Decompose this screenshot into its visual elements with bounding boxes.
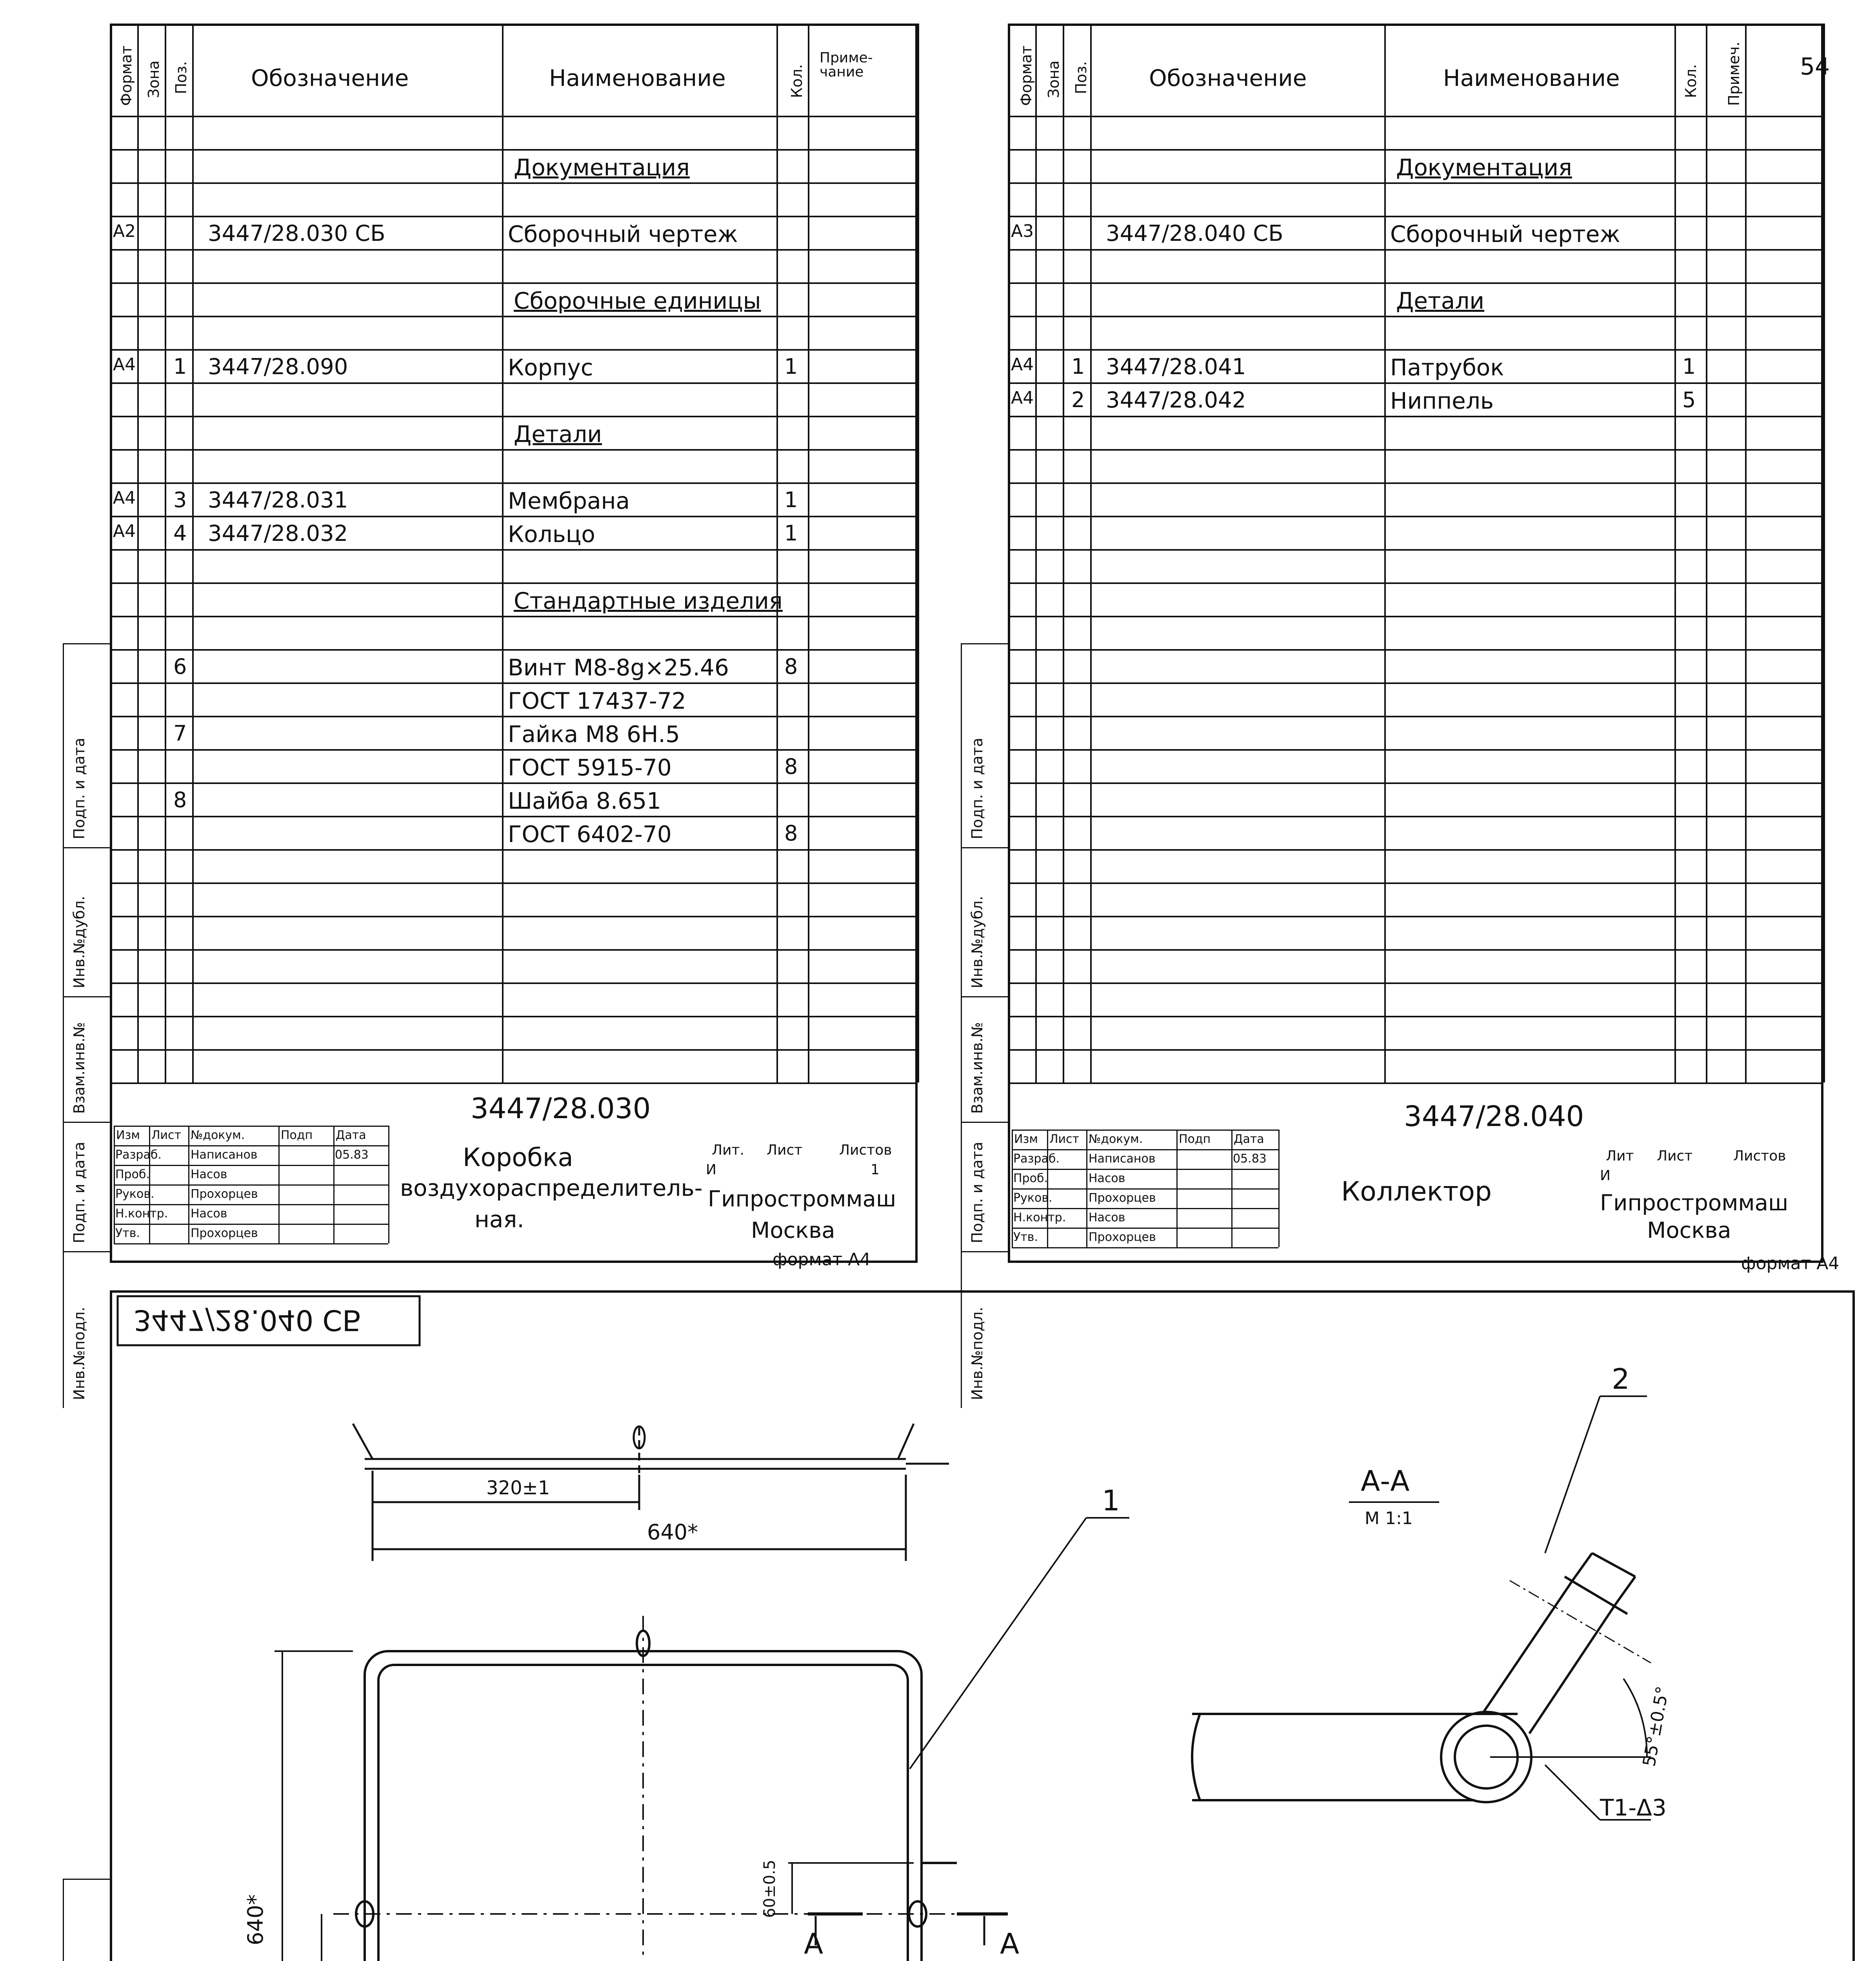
stamp-col	[388, 1126, 389, 1243]
spec-qty: 8	[784, 821, 798, 846]
spec-designation: 3447/28.030 СБ	[208, 221, 385, 246]
side-label: Подп. и дата	[71, 738, 88, 839]
side-label: Взам.инв.№	[969, 1022, 986, 1114]
stamp-name: Насов	[191, 1207, 227, 1221]
stamp-role: Утв.	[1013, 1230, 1038, 1244]
stamp-row	[114, 1126, 388, 1127]
grid-row	[1008, 516, 1823, 517]
side-border	[63, 1879, 64, 1961]
mirrored-code: 3447/28.040 СБ	[133, 1304, 362, 1337]
stamp-col	[114, 1126, 115, 1243]
right-stamp-org1: Гипростроммаш	[1600, 1190, 1789, 1216]
angle-label: 55°±0.5°	[1639, 1684, 1673, 1768]
grid-row	[110, 349, 918, 351]
spec-name: Ниппель	[1390, 387, 1494, 414]
side-divider	[961, 996, 1008, 997]
grid-row	[1008, 782, 1823, 784]
stamp-name: Прохорцев	[191, 1226, 258, 1240]
spec-name: Шайба 8.651	[508, 788, 662, 814]
stamp-name: Насов	[191, 1168, 227, 1181]
side-label: Подп. и дата	[969, 738, 986, 839]
stamp-name: Прохорцев	[1089, 1191, 1156, 1205]
right-hdr-note: Примеч.	[1725, 42, 1743, 106]
right-hdr-designation: Обозначение	[1149, 65, 1307, 91]
grid-col	[1823, 24, 1825, 1082]
spec-qty: 1	[784, 488, 798, 512]
spec-designation: 3447/28.042	[1106, 387, 1246, 413]
spec-pos: 7	[173, 721, 187, 746]
stamp-name: Написанов	[1089, 1152, 1156, 1166]
stamp-header: Лист	[151, 1128, 182, 1142]
left-stamp-title-1: Коробка	[463, 1143, 573, 1172]
grid-row	[1008, 316, 1823, 317]
grid-row	[1008, 982, 1823, 984]
side-label: Взам.инв.№	[71, 1022, 88, 1114]
grid-row	[110, 149, 918, 151]
side-divider	[961, 847, 1008, 848]
grid-row	[1008, 382, 1823, 384]
grid-row	[110, 649, 918, 651]
grid-row	[110, 1016, 918, 1017]
grid-row	[1008, 916, 1823, 917]
grid-row	[110, 249, 918, 251]
spec-pos: 1	[1071, 354, 1085, 379]
grid-row	[1008, 282, 1823, 284]
left-stamp-sheet: Лист	[767, 1142, 803, 1158]
left-stamp-sheets-val: 1	[871, 1162, 880, 1178]
grid-row	[1008, 682, 1823, 684]
grid-row	[110, 616, 918, 617]
spec-qty: 1	[784, 354, 798, 379]
spec-section-title: Сборочные единицы	[514, 287, 761, 314]
right-hdr-zone: Зона	[1045, 60, 1062, 98]
grid-row	[1008, 582, 1823, 584]
stamp-date: 05.83	[1233, 1152, 1267, 1166]
left-stamp-lit-val: И	[706, 1162, 716, 1178]
side-divider	[961, 643, 1008, 644]
stamp-col	[1231, 1130, 1232, 1247]
spec-qty: 5	[1682, 387, 1696, 412]
grid-row	[110, 416, 918, 417]
spec-name: Корпус	[508, 354, 593, 381]
left-hdr-pos: Поз.	[173, 61, 190, 94]
grid-row	[110, 116, 918, 117]
grid-row	[110, 782, 918, 784]
grid-row	[110, 916, 918, 917]
stamp-role: Н.контр.	[1013, 1211, 1066, 1224]
section-label-right: А	[1000, 1927, 1020, 1960]
grid-row	[1008, 1082, 1823, 1084]
grid-row	[110, 816, 918, 817]
stamp-row	[114, 1184, 388, 1186]
grid-row	[1008, 349, 1823, 351]
stamp-row	[114, 1243, 388, 1244]
spec-section-title: Документация	[1396, 154, 1572, 181]
stamp-row	[1012, 1149, 1278, 1150]
spec-qty: 1	[1682, 354, 1696, 379]
spec-name: Мембрана	[508, 488, 630, 514]
left-hdr-format: Формат	[118, 45, 135, 106]
spec-designation: 3447/28.040 СБ	[1106, 221, 1283, 246]
page-number: 54	[1800, 53, 1830, 80]
stamp-row	[1012, 1228, 1278, 1229]
grid-row	[1008, 216, 1823, 217]
stamp-name: Написанов	[191, 1148, 258, 1162]
spec-format: А2	[113, 221, 136, 241]
grid-row	[110, 216, 918, 217]
spec-section-title: Документация	[514, 154, 690, 181]
right-stamp-code: 3447/28.040	[1404, 1100, 1584, 1133]
callout-1: 1	[1102, 1484, 1120, 1517]
stamp-row	[1012, 1130, 1278, 1131]
grid-row	[110, 849, 918, 851]
grid-row	[110, 182, 918, 184]
stamp-role: Разраб.	[115, 1148, 162, 1162]
section-scale: М 1:1	[1365, 1508, 1413, 1528]
spec-pos: 2	[1071, 387, 1085, 412]
dim-640-top: 640*	[647, 1520, 698, 1544]
stamp-header: Изм	[1014, 1132, 1038, 1146]
spec-name: ГОСТ 5915-70	[508, 754, 672, 781]
right-hdr-qty: Кол.	[1682, 64, 1700, 98]
side-divider	[63, 1122, 110, 1123]
side-border	[63, 643, 64, 1408]
grid-row	[110, 282, 918, 284]
grid-row	[1008, 649, 1823, 651]
left-stamp-code: 3447/28.030	[471, 1092, 651, 1125]
spec-pos: 1	[173, 354, 187, 379]
stamp-col	[1012, 1130, 1013, 1247]
grid-row	[110, 949, 918, 951]
spec-pos: 6	[173, 654, 187, 679]
stamp-header: №докум.	[191, 1128, 245, 1142]
side-divider	[63, 643, 110, 644]
side-divider	[63, 996, 110, 997]
spec-designation: 3447/28.032	[208, 521, 348, 546]
grid-row	[1008, 249, 1823, 251]
dim-320-top: 320±1	[486, 1477, 550, 1499]
side-divider	[63, 847, 110, 848]
stamp-row	[114, 1165, 388, 1166]
left-stamp-sheets: Листов	[839, 1142, 892, 1158]
grid-col	[918, 24, 919, 1082]
section-label-left: А	[804, 1927, 823, 1960]
spec-pos: 8	[173, 788, 187, 812]
left-stamp-title-2: воздухораспределитель-	[400, 1175, 703, 1201]
left-stamp-lit: Лит.	[712, 1142, 744, 1158]
stamp-name: Насов	[1089, 1172, 1125, 1185]
right-stamp-format: формат А4	[1741, 1253, 1840, 1273]
grid-row	[1008, 882, 1823, 884]
grid-row	[1008, 716, 1823, 717]
right-hdr-pos: Поз.	[1073, 61, 1090, 94]
stamp-name: Прохорцев	[191, 1187, 258, 1201]
stamp-header: №докум.	[1089, 1132, 1143, 1146]
spec-format: А4	[113, 355, 136, 375]
section-title: А-А	[1361, 1464, 1410, 1497]
side-label: Подп. и дата	[969, 1142, 986, 1243]
callout-2: 2	[1612, 1363, 1630, 1395]
stamp-row	[1012, 1247, 1278, 1248]
grid-row	[110, 516, 918, 517]
grid-row	[1008, 149, 1823, 151]
left-hdr-zone: Зона	[145, 60, 162, 98]
side-label: Инв.№подл.	[71, 1306, 88, 1400]
spec-format: А4	[113, 521, 136, 541]
grid-row	[1008, 816, 1823, 817]
left-stamp-format: формат А4	[773, 1250, 871, 1270]
grid-row	[1008, 549, 1823, 551]
side-label: Подп. и дата	[71, 1142, 88, 1243]
stamp-role: Руков.	[1013, 1191, 1053, 1205]
stamp-col	[333, 1126, 334, 1243]
spec-name: Патрубок	[1390, 354, 1504, 381]
side-label: Инв.№дубл.	[969, 896, 986, 988]
stamp-row	[1012, 1169, 1278, 1170]
grid-row	[1008, 749, 1823, 751]
spec-designation: 3447/28.031	[208, 488, 348, 513]
right-stamp-sheets: Листов	[1733, 1148, 1786, 1164]
stamp-header: Подп	[281, 1128, 313, 1142]
spec-format: А4	[1011, 355, 1034, 375]
side-divider	[961, 1251, 1008, 1252]
stamp-name: Прохорцев	[1089, 1230, 1156, 1244]
stamp-row	[114, 1145, 388, 1146]
grid-row	[110, 582, 918, 584]
spec-section-title: Детали	[1396, 287, 1485, 314]
side-label: Инв.№дубл.	[71, 896, 88, 988]
stamp-header: Дата	[336, 1128, 366, 1142]
grid-row	[110, 482, 918, 484]
spec-designation: 3447/28.090	[208, 354, 348, 380]
side-label: Инв.№подл.	[969, 1306, 986, 1400]
grid-row	[110, 316, 918, 317]
spec-section-title: Детали	[514, 421, 602, 448]
right-hdr-format: Формат	[1018, 45, 1035, 106]
stamp-col	[149, 1126, 150, 1243]
stamp-date: 05.83	[335, 1148, 369, 1162]
right-stamp-sheet: Лист	[1657, 1148, 1693, 1164]
stamp-role: Утв.	[115, 1226, 140, 1240]
left-stamp-title-3: ная.	[474, 1206, 524, 1233]
stamp-row	[1012, 1188, 1278, 1190]
grid-row	[110, 1082, 918, 1084]
spec-name: ГОСТ 17437-72	[508, 688, 686, 714]
grid-row	[1008, 416, 1823, 417]
dim-60: 60±0.5	[761, 1859, 779, 1918]
right-stamp-org2: Москва	[1647, 1218, 1731, 1243]
spec-section-title: Стандартные изделия	[514, 588, 783, 614]
stamp-row	[114, 1204, 388, 1205]
side-divider	[63, 1879, 110, 1880]
left-hdr-note: Приме- чание	[820, 50, 873, 80]
stamp-role: Проб.	[115, 1168, 150, 1181]
spec-name: Сборочный чертеж	[1390, 221, 1620, 247]
grid-row	[1008, 116, 1823, 117]
left-hdr-qty: Кол.	[788, 64, 805, 98]
grid-row	[110, 749, 918, 751]
grid-row	[110, 716, 918, 717]
right-hdr-name: Наименование	[1443, 65, 1620, 91]
side-border	[961, 643, 962, 1408]
dim-640-vert: 640*	[243, 1894, 268, 1945]
spec-name: Гайка М8 6Н.5	[508, 721, 680, 748]
stamp-role: Проб.	[1013, 1172, 1048, 1185]
spec-name: ГОСТ 6402-70	[508, 821, 672, 848]
stamp-col	[1047, 1130, 1048, 1247]
grid-row	[110, 1049, 918, 1051]
left-hdr-name: Наименование	[549, 65, 726, 91]
stamp-col	[188, 1126, 189, 1243]
stamp-col	[1086, 1130, 1087, 1247]
right-stamp-lit-val: И	[1600, 1168, 1611, 1184]
stamp-header: Подп	[1179, 1132, 1211, 1146]
right-stamp-lit: Лит	[1606, 1148, 1634, 1164]
grid-row	[1008, 1049, 1823, 1051]
stamp-role: Н.контр.	[115, 1207, 168, 1221]
stamp-col	[1176, 1130, 1178, 1247]
spec-name: Винт М8-8g×25.46	[508, 654, 729, 681]
spec-format: А3	[1011, 221, 1034, 241]
spec-qty: 8	[784, 754, 798, 779]
spec-pos: 3	[173, 488, 187, 512]
grid-row	[1008, 616, 1823, 617]
grid-row	[1008, 449, 1823, 451]
spec-designation: 3447/28.041	[1106, 354, 1246, 380]
grid-row	[1008, 482, 1823, 484]
grid-row	[110, 549, 918, 551]
stamp-col	[278, 1126, 280, 1243]
stamp-col	[1278, 1130, 1280, 1247]
side-divider	[63, 1251, 110, 1252]
side-divider	[961, 1122, 1008, 1123]
left-stamp-org1: Гипростроммаш	[708, 1186, 896, 1212]
stamp-role: Руков.	[115, 1187, 155, 1201]
stamp-row	[114, 1224, 388, 1225]
spec-format: А4	[113, 488, 136, 508]
left-stamp-org2: Москва	[751, 1218, 835, 1243]
stamp-name: Насов	[1089, 1211, 1125, 1224]
grid-row	[110, 982, 918, 984]
grid-row	[110, 382, 918, 384]
right-stamp-title: Коллектор	[1341, 1176, 1492, 1207]
grid-row	[1008, 949, 1823, 951]
grid-row	[110, 682, 918, 684]
stamp-role: Разраб.	[1013, 1152, 1060, 1166]
grid-row	[1008, 1016, 1823, 1017]
spec-name: Сборочный чертеж	[508, 221, 738, 247]
weld-label: Т1-Δ3	[1600, 1794, 1667, 1821]
spec-qty: 8	[784, 654, 798, 679]
spec-name: Кольцо	[508, 521, 595, 548]
stamp-header: Лист	[1049, 1132, 1080, 1146]
stamp-row	[1012, 1208, 1278, 1209]
left-hdr-designation: Обозначение	[251, 65, 409, 91]
spec-format: А4	[1011, 388, 1034, 408]
stamp-header: Дата	[1234, 1132, 1264, 1146]
spec-pos: 4	[173, 521, 187, 546]
grid-row	[1008, 849, 1823, 851]
grid-row	[1008, 182, 1823, 184]
grid-row	[110, 449, 918, 451]
stamp-header: Изм	[116, 1128, 140, 1142]
grid-row	[110, 882, 918, 884]
spec-qty: 1	[784, 521, 798, 546]
